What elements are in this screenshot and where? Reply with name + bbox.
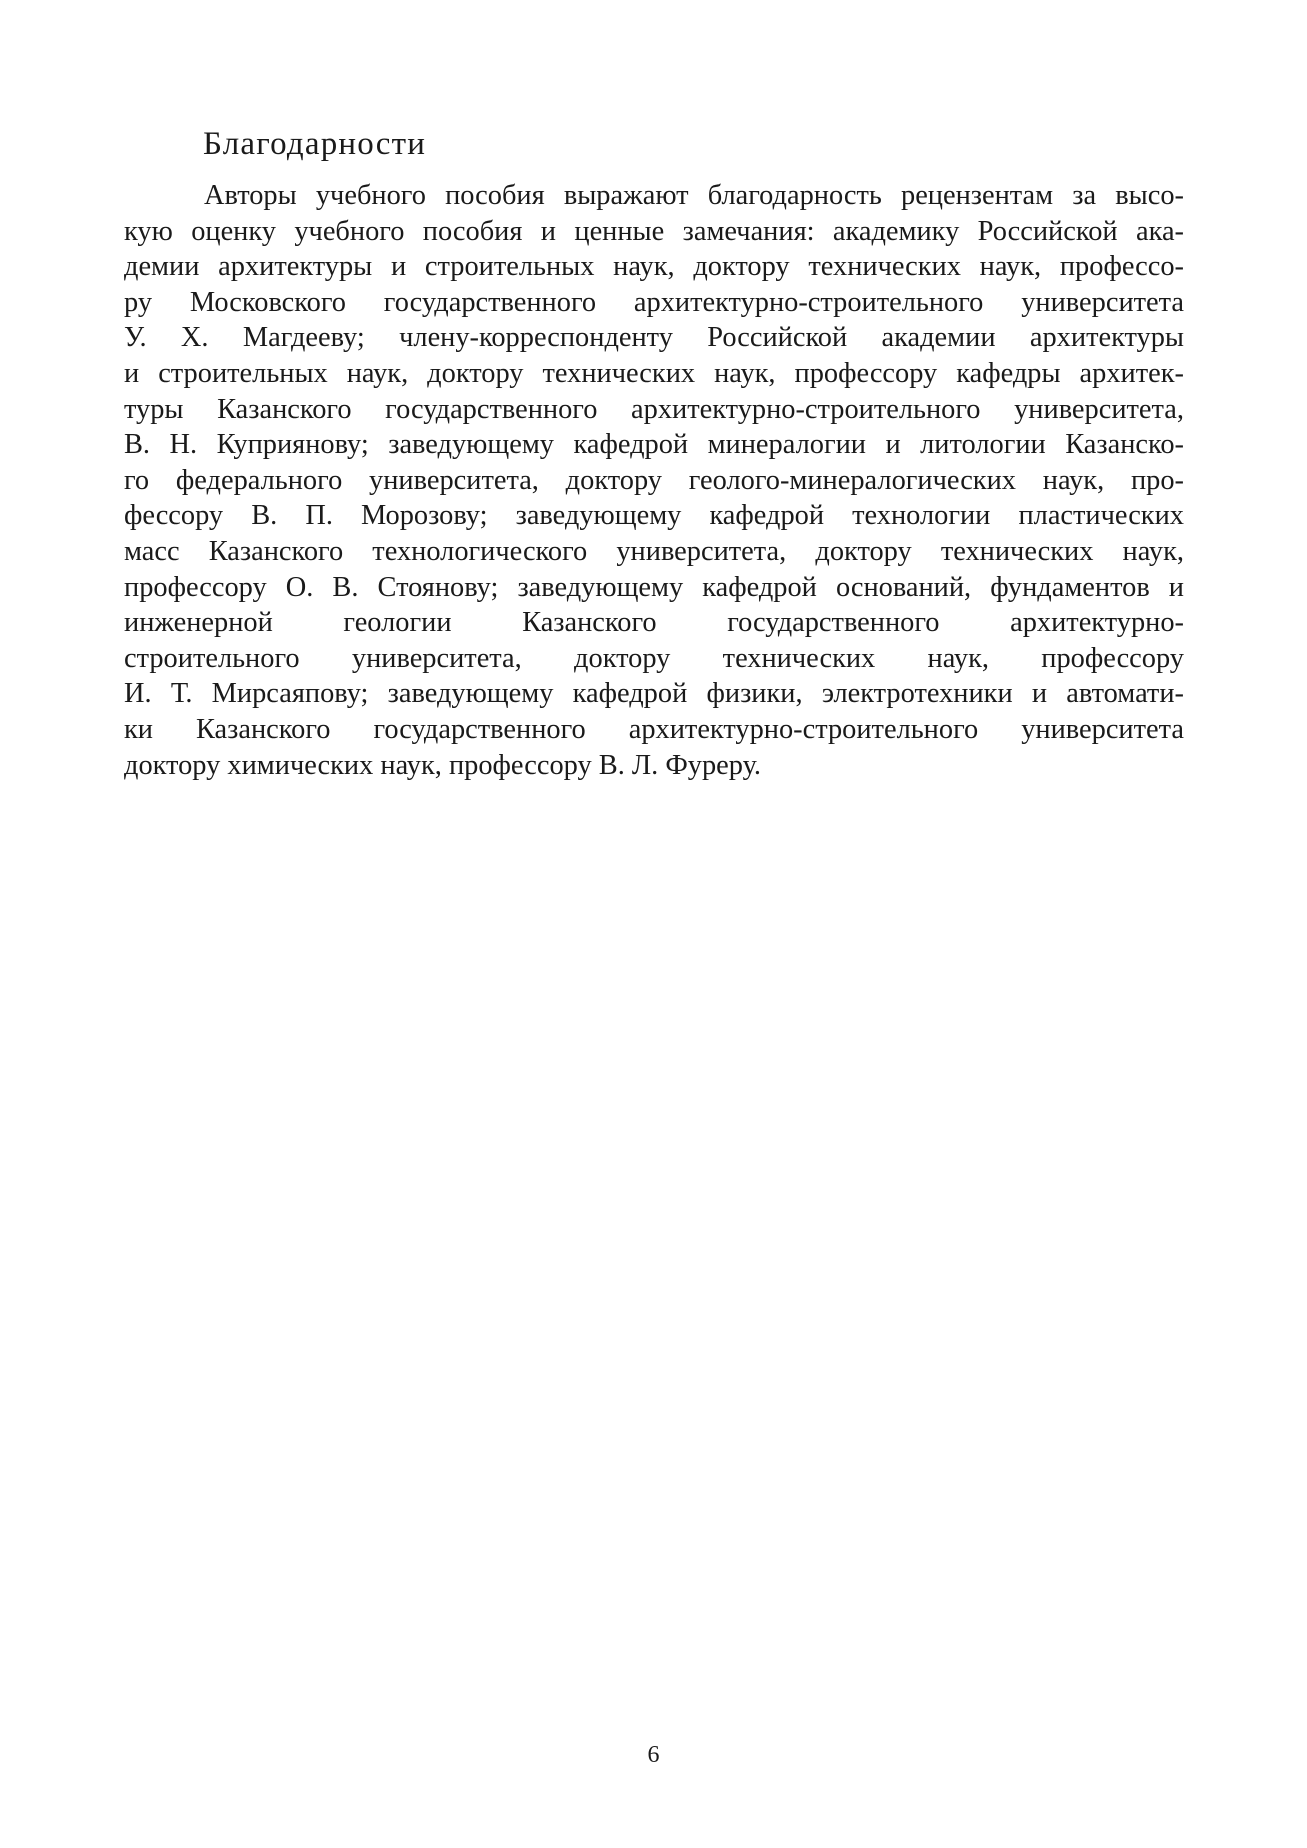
section-heading: Благодарности <box>203 126 427 162</box>
text-line: туры Казанского государственного архитектурно-строительного университета, <box>124 393 1184 425</box>
text-line: и строительных наук, доктору технических наук, профессору кафедры архитек- <box>124 357 1184 389</box>
text-line: масс Казанского технологического университета, доктору технических наук, <box>124 535 1184 567</box>
text-line: У. Х. Магдееву; члену-корреспонденту Российской академии архитектуры <box>124 322 1184 354</box>
text-line: доктору химических наук, профессору В. Л. Фуреру. <box>124 749 762 781</box>
text-line: ру Московского государственного архитектурно-строительного университета <box>124 286 1184 318</box>
text-line: ки Казанского государственного архитектурно-строительного университета <box>124 713 1184 745</box>
text-line: фессору В. П. Морозову; заведующему кафедрой технологии пластических <box>124 500 1184 532</box>
text-line: строительного университета, доктору технических наук, профессору <box>124 642 1184 674</box>
text-line: Авторы учебного пособия выражают благодарность рецензентам за высо- <box>204 180 1184 211</box>
text-line: демии архитектуры и строительных наук, доктору технических наук, профессо- <box>124 251 1184 283</box>
text-line: профессору О. В. Стоянову; заведующему кафедрой оснований, фундаментов и <box>124 571 1184 603</box>
acknowledgements-paragraph <box>124 178 1184 783</box>
page-number: 6 <box>647 1742 660 1768</box>
text-line: инженерной геологии Казанского государственного архитектурно- <box>124 607 1184 639</box>
text-line: В. Н. Куприянову; заведующему кафедрой минералогии и литологии Казанско- <box>124 429 1184 461</box>
text-line: кую оценку учебного пособия и ценные замечания: академику Российской ака- <box>124 215 1184 247</box>
text-line: И. Т. Мирсаяпову; заведующему кафедрой физики, электротехники и автомати- <box>124 678 1184 710</box>
text-line: го федерального университета, доктору геолого-минералогических наук, про- <box>124 464 1184 496</box>
